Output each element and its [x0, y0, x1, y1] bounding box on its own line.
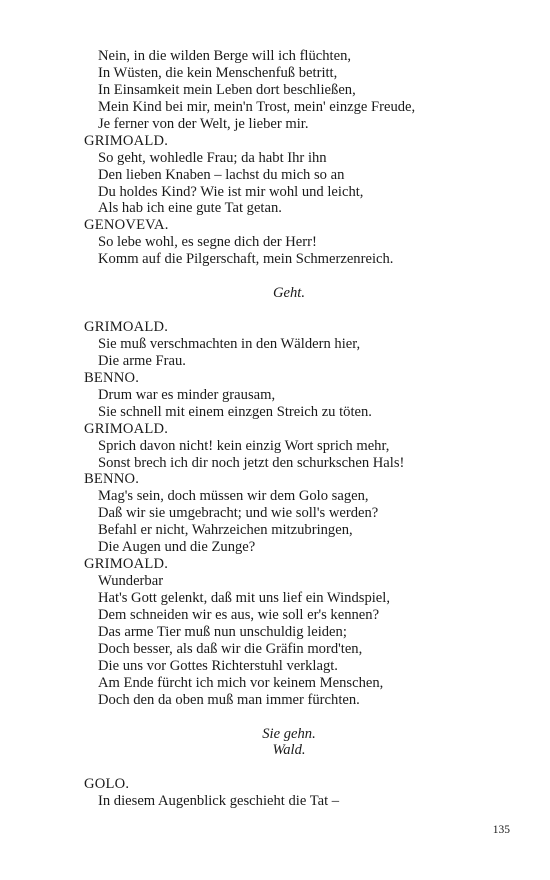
speaker-name: GRIMOALD.	[84, 420, 169, 437]
verse-line: Je ferner von der Welt, je lieber mir.	[98, 115, 309, 132]
blank-line	[84, 302, 484, 319]
verse-line: So lebe wohl, es segne dich der Herr!	[98, 234, 317, 251]
verse-line: Mein Kind bei mir, mein'n Trost, mein' einzge Freude,	[98, 98, 416, 115]
verse-line: Sprich davon nicht! kein einzig Wort sprich mehr,	[98, 437, 390, 454]
verse-line: In Wüsten, die kein Menschenfuß betritt,	[98, 64, 338, 81]
verse-line: Hat's Gott gelenkt, daß mit uns lief ein Windspiel,	[98, 590, 390, 606]
speaker-name: GRIMOALD.	[84, 556, 169, 573]
drama-text	[84, 48, 484, 810]
blank-line	[84, 268, 484, 285]
verse-line: Als hab ich eine gute Tat getan.	[98, 200, 282, 217]
blank-line	[84, 709, 484, 726]
verse-line: Doch den da oben muß man immer fürchten.	[98, 691, 360, 708]
stage-direction: Geht.	[272, 285, 306, 302]
verse-line: Wunderbar	[98, 573, 164, 590]
speaker-name: GRIMOALD.	[84, 132, 169, 149]
verse-line: Das arme Tier muß nun unschuldig leiden;	[98, 623, 347, 640]
verse-line: Daß wir sie umgebracht; und wie soll's werden?	[98, 505, 379, 522]
verse-line: Komm auf die Pilgerschaft, mein Schmerzenreich.	[98, 251, 394, 268]
verse-line: In diesem Augenblick geschieht die Tat –	[98, 793, 340, 810]
verse-line: Drum war es minder grausam,	[98, 386, 276, 403]
verse-line: Die arme Frau.	[98, 352, 186, 369]
verse-line: Sonst brech ich dir noch jetzt den schurkschen Hals!	[98, 454, 405, 471]
blank-line	[84, 759, 484, 776]
verse-line: Doch besser, als daß wir die Gräfin mord'ten,	[98, 640, 363, 657]
verse-line: Befahl er nicht, Wahrzeichen mitzubringen,	[98, 522, 353, 539]
speaker-name: GRIMOALD.	[84, 319, 169, 335]
page-number: 135	[492, 824, 510, 836]
verse-line: Die uns vor Gottes Richterstuhl verklagt.	[98, 657, 338, 674]
verse-line: Du holdes Kind? Wie ist mir wohl und leicht,	[98, 183, 364, 200]
verse-line: Nein, in die wilden Berge will ich flüchten,	[98, 48, 352, 64]
verse-line: Sie schnell mit einem einzgen Streich zu töten.	[98, 403, 372, 420]
verse-line: So geht, wohledle Frau; da habt Ihr ihn	[98, 149, 327, 166]
verse-line: Dem schneiden wir es aus, wie soll er's kennen?	[98, 606, 380, 623]
verse-line: Sie muß verschmachten in den Wäldern hier,	[98, 335, 361, 352]
verse-line: Am Ende fürcht ich mich vor keinem Menschen,	[98, 674, 384, 691]
verse-line: Die Augen und die Zunge?	[98, 539, 256, 556]
verse-line: Den lieben Knaben – lachst du mich so an	[98, 166, 345, 183]
verse-line: In Einsamkeit mein Leben dort beschließen,	[98, 81, 356, 98]
speaker-name: BENNO.	[84, 471, 140, 488]
speaker-name: GOLO.	[84, 776, 130, 793]
speaker-name: BENNO.	[84, 369, 140, 386]
verse-line: Mag's sein, doch müssen wir dem Golo sagen,	[98, 488, 369, 505]
stage-direction: Sie gehn.	[262, 725, 316, 742]
stage-direction: Wald.	[272, 742, 306, 759]
speaker-name: GENOVEVA.	[84, 217, 169, 234]
